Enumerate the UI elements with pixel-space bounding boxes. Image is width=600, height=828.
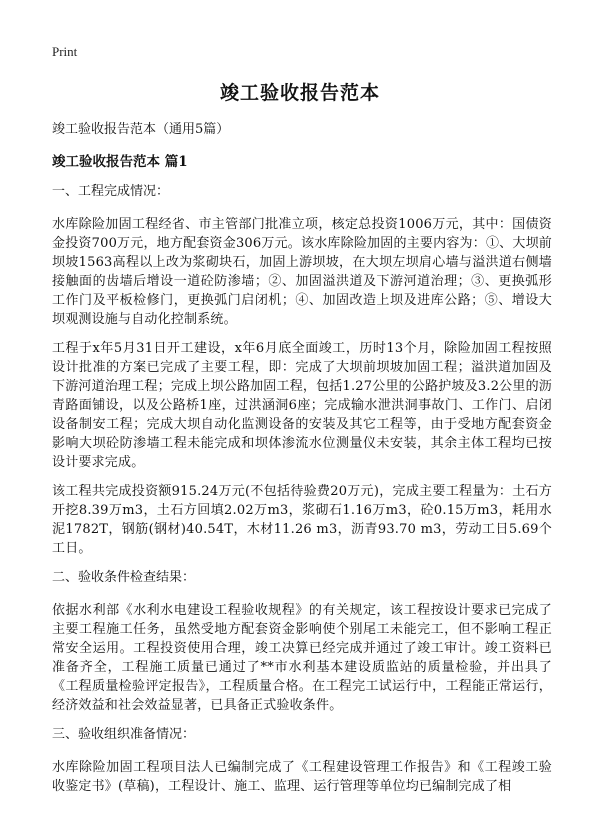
page-title: 竣工验收报告范本 xyxy=(219,82,380,104)
heading-work-completion: 一、工程完成情况： xyxy=(52,184,170,199)
paragraph-project-overview: 水库除险加固工程经省、市主管部门批准立项，核定总投资1006万元，其中：国债资金投资700万元，地方配套资金306万元。该水库除险加固的主要内容为：①、大坝前坝坡1563高程以上改为浆砌块石，加固上游坝坡，在大坝左坝肩心墙与溢洪道右侧墙接触面的齿墙后增设一道砼防渗墙；②、加固溢洪道及下游河道治理；③、更换弧形工作门及平板检修门，更换弧门启闭机；④、加固改造上坝及进库公路；⑤、增设大坝观测设施与自动化控制系统。 xyxy=(52,217,552,327)
heading-organization-preparation: 三、验收组织准备情况： xyxy=(52,727,196,742)
print-label: Print xyxy=(52,44,78,59)
paragraph-investment-quantities: 该工程共完成投资额915.24万元(不包括待验费20万元)，完成主要工程量为：土石方开挖8.39万m3，土石方回填2.02万m3，浆砌石1.16万m3，砼0.15万m3，耗用水泥1782T，钢筋(钢材)40.54T，木材11.26 m3，沥青93.70 m3，劳动工日5.69个工日。 xyxy=(52,484,552,556)
document-body xyxy=(52,120,552,806)
paragraph-preparation: 水库除险加固工程项目法人已编制完成了《工程建设管理工作报告》和《工程竣工验收鉴定书》(草稿)，工程设计、施工、监理、运行管理等单位均已编制完成了相 xyxy=(52,760,552,794)
paragraph-construction-progress: 工程于x年5月31日开工建设，x年6月底全面竣工，历时13个月，除险加固工程按照设计批准的方案已完成了主要工程，即：完成了大坝前坝坡加固工程；溢洪道加固及下游河道治理工程；完成上坝公路加固工程，包括1.27公里的公路护坡及3.2公里的沥青路面铺设，以及公路桥1座，过洪涵洞6座；完成输水泄洪洞事故门、工作门、启闭设备制安工程；完成大坝自动化监测设备的安装及其它工程等，由于受地方配套资金影响大坝砼防渗墙工程未能完成和坝体渗流水位测量仪未安装，其余主体工程均已按设计要求完成。 xyxy=(52,341,552,470)
section-title: 竣工验收报告范本 篇1 xyxy=(52,154,188,170)
heading-acceptance-conditions: 二、验收条件检查结果： xyxy=(52,570,196,585)
document-subtitle: 竣工验收报告范本（通用5篇） xyxy=(52,122,230,137)
paragraph-acceptance-check: 依据水利部《水利水电建设工程验收规程》的有关规定，该工程按设计要求已完成了主要工程施工任务，虽然受地方配套资金影响使个别尾工未能完工，但不影响工程正常安全运用。工程投资使用合理，竣工决算已经完成并通过了竣工审计。竣工资料已准备齐全，工程施工质量已通过了**市水利基本建设质监站的质量检验，并出具了《工程质量检验评定报告》，工程质量合格。在工程完工试运行中，工程能正常运行，经济效益和社会效益显著，已具备正式验收条件。 xyxy=(52,603,552,713)
